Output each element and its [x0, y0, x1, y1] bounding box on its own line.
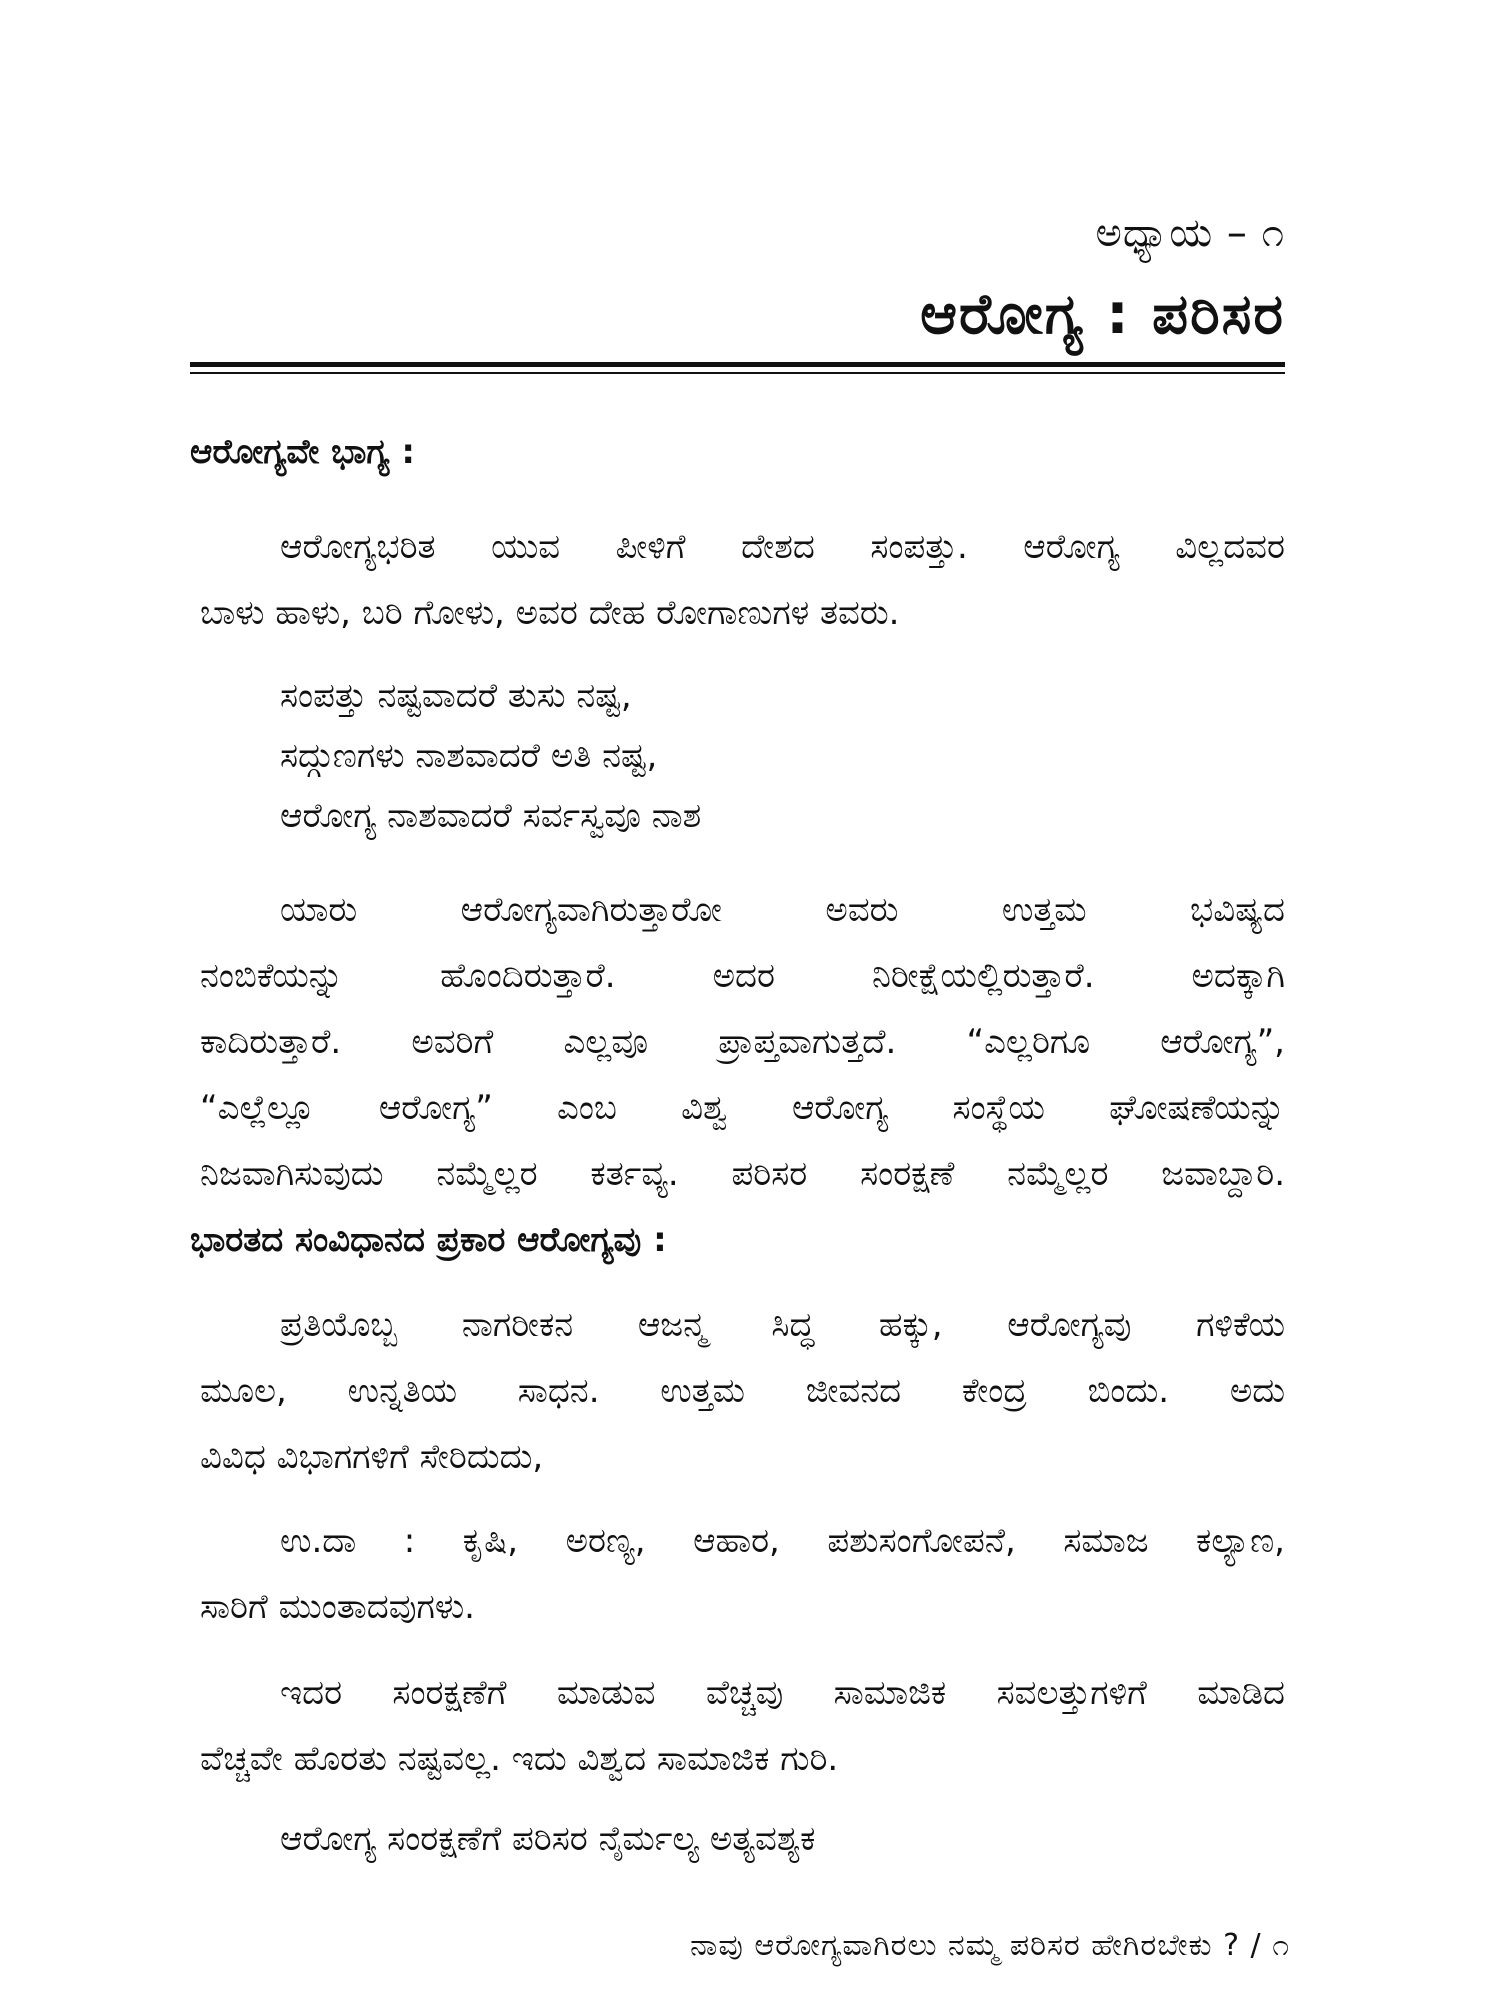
verse-line: ಸಂಪತ್ತು ನಷ್ಟವಾದರೆ ತುಸು ನಷ್ಟ, [280, 676, 632, 716]
paragraph-line: ಇದರ ಸಂರಕ್ಷಣೆಗೆ ಮಾಡುವ ವೆಚ್ಚವು ಸಾಮಾಜಿಕ ಸವಲತ್ತುಗಳಿಗೆ ಮಾಡಿದ [280, 1673, 1285, 1713]
title-rule-thin [190, 372, 1285, 374]
paragraph-line: ಆರೋಗ್ಯಭರಿತ ಯುವ ಪೀಳಿಗೆ ದೇಶದ ಸಂಪತ್ತು. ಆರೋಗ್ಯ ವಿಲ್ಲದವರ [280, 527, 1285, 567]
paragraph-hygiene [200, 1806, 1285, 1872]
paragraph-line: ನಿಜವಾಗಿಸುವುದು ನಮ್ಮೆಲ್ಲರ ಕರ್ತವ್ಯ. ಪರಿಸರ ಸಂರಕ್ಷಣೆ ನಮ್ಮೆಲ್ಲರ ಜವಾಬ್ದಾರಿ. [200, 1154, 1286, 1194]
section-heading-health-is-wealth: ಆರೋಗ್ಯವೇ ಭಾಗ್ಯ : [190, 432, 415, 472]
paragraph-line: “ಎಲ್ಲೆಲ್ಲೂ ಆರೋಗ್ಯ” ಎಂಬ ವಿಶ್ವ ಆರೋಗ್ಯ ಸಂಸ್ಥೆಯ ಘೋಷಣೆಯನ್ನು [200, 1088, 1285, 1128]
verse-line: ಆರೋಗ್ಯ ನಾಶವಾದರೆ ಸರ್ವಸ್ವವೂ ನಾಶ [280, 796, 702, 836]
paragraph-line: ವಿವಿಧ ವಿಭಾಗಗಳಿಗೆ ಸೇರಿದುದು, [200, 1437, 544, 1477]
paragraph-line: ಸಾರಿಗೆ ಮುಂತಾದವುಗಳು. [200, 1587, 475, 1627]
paragraph-rights [200, 1292, 1285, 1490]
verse-block [280, 666, 701, 846]
paragraph-line: ಪ್ರತಿಯೊಬ್ಬ ನಾಗರೀಕನ ಆಜನ್ಮ ಸಿದ್ಧ ಹಕ್ಕು, ಆರೋಗ್ಯವು ಗಳಿಕೆಯ [280, 1305, 1285, 1345]
paragraph-examples [200, 1508, 1285, 1640]
paragraph-intro [200, 514, 1285, 646]
paragraph-future [200, 877, 1285, 1207]
paragraph-line: ಉ.ದಾ : ಕೃಷಿ, ಅರಣ್ಯ, ಆಹಾರ, ಪಶುಸಂಗೋಪನೆ, ಸಮಾಜ ಕಲ್ಯಾಣ, [280, 1521, 1285, 1561]
section-heading-constitution: ಭಾರತದ ಸಂವಿಧಾನದ ಪ್ರಕಾರ ಆರೋಗ್ಯವು : [190, 1220, 667, 1260]
paragraph-line: ನಂಬಿಕೆಯನ್ನು ಹೊಂದಿರುತ್ತಾರೆ. ಅದರ ನಿರೀಕ್ಷೆಯಲ್ಲಿರುತ್ತಾರೆ. ಅದಕ್ಕಾಗಿ [200, 956, 1285, 996]
paragraph-line: ಆರೋಗ್ಯ ಸಂರಕ್ಷಣೆಗೆ ಪರಿಸರ ನೈರ್ಮಲ್ಯ ಅತ್ಯವಶ್ಯಕ [280, 1819, 816, 1859]
paragraph-line: ಮೂಲ, ಉನ್ನತಿಯ ಸಾಧನ. ಉತ್ತಮ ಜೀವನದ ಕೇಂದ್ರ ಬಿಂದು. ಅದು [200, 1371, 1285, 1411]
paragraph-line: ಯಾರು ಆರೋಗ್ಯವಾಗಿರುತ್ತಾರೋ ಅವರು ಉತ್ತಮ ಭವಿಷ್ಯದ [280, 890, 1285, 930]
paragraph-line: ಬಾಳು ಹಾಳು, ಬರಿ ಗೋಳು, ಅವರ ದೇಹ ರೋಗಾಣುಗಳ ತವರು. [200, 593, 900, 633]
paragraph-expense [200, 1660, 1285, 1792]
paragraph-line: ಕಾದಿರುತ್ತಾರೆ. ಅವರಿಗೆ ಎಲ್ಲವೂ ಪ್ರಾಪ್ತವಾಗುತ್ತದೆ. “ಎಲ್ಲರಿಗೂ ಆರೋಗ್ಯ”, [200, 1022, 1285, 1062]
title-rule-thick [190, 362, 1285, 367]
chapter-label: ಅಧ್ಯಾಯ – ೧ [1095, 210, 1285, 256]
chapter-title: ಆರೋಗ್ಯ : ಪರಿಸರ [920, 282, 1285, 347]
page-footer: ನಾವು ಆರೋಗ್ಯವಾಗಿರಲು ನಮ್ಮ ಪರಿಸರ ಹೇಗಿರಬೇಕು ? / ೧ [690, 1928, 1290, 1963]
paragraph-line: ವೆಚ್ಚವೇ ಹೊರತು ನಷ್ಟವಲ್ಲ. ಇದು ವಿಶ್ವದ ಸಾಮಾಜಿಕ ಗುರಿ. [200, 1739, 839, 1779]
verse-line: ಸದ್ಗುಣಗಳು ನಾಶವಾದರೆ ಅತಿ ನಷ್ಟ, [280, 736, 658, 776]
